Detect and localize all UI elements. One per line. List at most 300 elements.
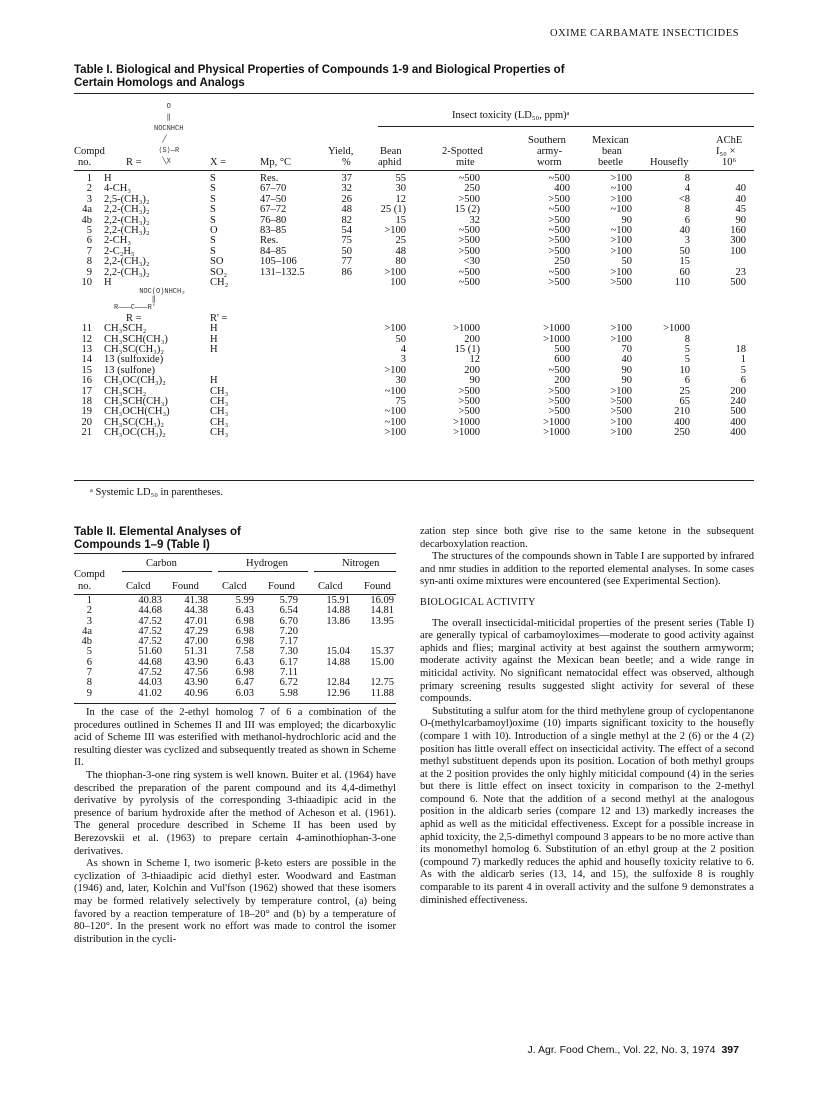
cell-mite: >500: [458, 385, 480, 397]
cell-ache: 400: [730, 427, 746, 439]
cell-R: CH₃SCH(CH₃): [104, 333, 168, 345]
cell-nf: 16.09: [370, 595, 394, 606]
right-paragraph-2: The overall insecticidal-miticidal properties of the present series (Table I) are generally typical of carbamoyloximes—moderate to good activity against aphids and flies; marginal activity at best against the southern armyworm; moderate activity against the Mexican bean beetle; and a wide range in miticidal activity. No significant nematocidal effect was observed, although primary screening results suggested slight activity for several of these compounds.: [420, 617, 754, 705]
table-row: [74, 407, 754, 417]
cell-cc: 47.52: [138, 667, 162, 679]
cell-army: >500: [548, 235, 570, 247]
cell-cf: 44.38: [184, 605, 208, 617]
cell-nc: 13.86: [326, 615, 350, 627]
cell-ache: 23: [735, 266, 746, 278]
cell-no: 12: [81, 333, 92, 345]
cell-beetle: >500: [610, 406, 632, 418]
cell-fly: 6: [684, 375, 690, 387]
col-bean2: bean: [602, 146, 622, 157]
cell-cf: 47.56: [184, 667, 208, 679]
table-row: [74, 174, 754, 184]
cell-nf: 14.81: [370, 605, 394, 617]
cell-R: 2,2-(CH₃)₂: [104, 256, 150, 268]
col-aphid: aphid: [378, 157, 402, 168]
cell-army: ~500: [548, 266, 570, 278]
cell-ache: 240: [730, 396, 746, 408]
cell-aphid: >100: [384, 224, 406, 236]
cell-army: ~500: [548, 204, 570, 216]
cell-nf: 11.88: [370, 687, 394, 699]
cell-beetle: >100: [610, 266, 632, 278]
cell-R: 2,2-(CH₃)₂: [104, 266, 150, 278]
t2-col-no: no.: [78, 581, 92, 592]
cell-fly: 8: [684, 173, 690, 184]
cell-army: 400: [554, 183, 570, 195]
cell-cc: 44.03: [138, 677, 162, 689]
cell-fly: 3: [684, 235, 690, 247]
table1-caption-line1: Table I. Biological and Physical Properties of Compounds 1-9 and Biological Properties of: [74, 64, 565, 76]
table2-header: [74, 556, 396, 596]
cell-no: 1: [86, 173, 92, 184]
table-row: [74, 278, 754, 288]
cell-yield: 54: [341, 224, 352, 236]
col-worm: worm: [537, 157, 562, 168]
table1-top-rule: [74, 93, 754, 94]
table-row: [74, 268, 754, 278]
cell-R: CH₃OCH(CH₃): [104, 406, 170, 418]
col-mite: mite: [456, 157, 475, 168]
cell-cc: 47.52: [138, 615, 162, 627]
cell-fly: 8: [684, 333, 690, 345]
cell-aphid: 3: [400, 354, 406, 366]
table-row: [74, 366, 754, 376]
cell-army: 600: [554, 354, 570, 366]
cell-beetle: >100: [610, 245, 632, 257]
cell-hf: 7.30: [279, 646, 298, 658]
cell-no: 5: [86, 224, 92, 236]
cell-mp: 67–72: [260, 204, 287, 216]
col-ache: AChE: [716, 135, 743, 146]
cell-hf: 6.72: [279, 677, 298, 689]
cell-cc: 40.83: [138, 595, 162, 606]
cell-no: 6: [86, 235, 92, 247]
cell-mite: >500: [458, 406, 480, 418]
col-bean: Bean: [380, 146, 402, 157]
table2: [74, 556, 396, 699]
col-r: R =: [126, 157, 142, 168]
cell-fly: 40: [679, 224, 690, 236]
cell-fly: 6: [684, 214, 690, 226]
cell-X: CH₃: [210, 385, 229, 397]
t2-nitrogen-rule: [314, 571, 396, 572]
table2-body: [74, 596, 396, 699]
table-row: [74, 226, 754, 236]
cell-army: >1000: [543, 427, 570, 439]
cell-X: S: [210, 214, 216, 226]
cell-aphid: 75: [395, 396, 406, 408]
t2-hydrogen-calcd: Calcd: [222, 581, 247, 592]
cell-beetle: 90: [621, 364, 632, 376]
cell-no: 15: [81, 364, 92, 376]
cell-cc: 47.52: [138, 636, 162, 648]
table-row: [74, 387, 754, 397]
cell-ache: 40: [735, 183, 746, 195]
cell-R: H: [104, 173, 112, 184]
cell-no: 9: [86, 266, 92, 278]
col-r2: R =: [126, 313, 142, 325]
cell-nc: 12.84: [326, 677, 350, 689]
cell-cf: 47.00: [184, 636, 208, 648]
col-ache-exp: 10⁶: [722, 157, 737, 168]
cell-no: 10: [81, 276, 92, 288]
cell-aphid: 100: [390, 276, 406, 288]
cell-yield: 48: [341, 204, 352, 216]
page-number: 397: [721, 1044, 739, 1056]
cell-mite: >1000: [453, 427, 480, 439]
table1-structure-chain: NOC(O)NHCH₃ ‖ R———C———R': [114, 288, 186, 313]
cell-fly: 10: [679, 364, 690, 376]
cell-X: S: [210, 173, 216, 184]
cell-army: ~500: [548, 173, 570, 184]
cell-R: H: [104, 276, 112, 288]
table1-header-rule: [74, 170, 754, 171]
cell-fly: 4: [684, 183, 690, 195]
cell-ache: 400: [730, 416, 746, 428]
table-row: [74, 184, 754, 194]
cell-hf: 6.17: [279, 656, 298, 668]
page-footer: [528, 1044, 739, 1056]
cell-aphid: 15: [395, 214, 406, 226]
cell-nc: 14.88: [326, 605, 350, 617]
cell-yield: 37: [341, 173, 352, 184]
cell-ache: 45: [735, 204, 746, 216]
cell-X: CH₃: [210, 396, 229, 408]
t2-hydrogen-rule: [218, 571, 308, 572]
table1-caption-line2: Certain Homologs and Analogs: [74, 77, 245, 89]
cell-beetle: >100: [610, 235, 632, 247]
cell-R: CH₃SCH₂: [104, 385, 147, 397]
col-housefly: Housefly: [650, 157, 689, 168]
cell-cc: 47.52: [138, 625, 162, 637]
cell-hc: 6.43: [235, 605, 254, 617]
table-row: [74, 247, 754, 257]
cell-hc: 6.98: [235, 636, 254, 648]
cell-hc: 6.47: [235, 677, 254, 689]
cell-fly: 25: [679, 385, 690, 397]
cell-cf: 47.29: [184, 625, 208, 637]
cell-army: >500: [548, 406, 570, 418]
cell-R: 2,2-(CH₃)₂: [104, 204, 150, 216]
cell-mp: 83–85: [260, 224, 287, 236]
table-row: [74, 627, 396, 637]
col-southern: Southern: [528, 135, 566, 146]
table-row: [74, 195, 754, 205]
table-row: [74, 236, 754, 246]
cell-fly: 250: [674, 427, 690, 439]
cell-mite: 12: [469, 354, 480, 366]
table-row: [74, 324, 754, 334]
cell-mite: >500: [458, 396, 480, 408]
table-row: [74, 345, 754, 355]
table-row: [74, 397, 754, 407]
cell-nf: 15.00: [370, 656, 394, 668]
cell-mite: >500: [458, 245, 480, 257]
cell-mite: <30: [463, 256, 480, 268]
cell-nc: 15.91: [326, 595, 350, 606]
cell-yield: 86: [341, 266, 352, 278]
cell-cc: 44.68: [138, 605, 162, 617]
t2-grp-nitrogen: Nitrogen: [342, 558, 380, 569]
right-paragraph-0: zation step since both give rise to the same ketone in the subsequent decarboxylation reaction.: [420, 526, 754, 550]
cell-army: >500: [548, 385, 570, 397]
cell-cf: 40.96: [184, 687, 208, 699]
cell-R: 2,5-(CH₃)₂: [104, 193, 150, 205]
t2-nitrogen-found: Found: [364, 581, 391, 592]
t2-hydrogen-found: Found: [268, 581, 295, 592]
cell-no: 4a: [82, 204, 92, 216]
cell-aphid: ~100: [384, 385, 406, 397]
cell-aphid: ~100: [384, 406, 406, 418]
cell-yield: 77: [341, 256, 352, 268]
table1-group-header: Insect toxicity (LD₅₀, ppm)ᵃ: [452, 110, 570, 121]
table2-caption-line2: Compounds 1–9 (Table I): [74, 539, 210, 551]
cell-mite: ~500: [458, 173, 480, 184]
cell-no: 9: [86, 687, 92, 699]
cell-fly: 5: [684, 354, 690, 366]
cell-fly: <8: [678, 193, 690, 205]
cell-mp: 67–70: [260, 183, 287, 195]
cell-cf: 43.90: [184, 656, 208, 668]
table-row: [74, 216, 754, 226]
cell-beetle: ~100: [610, 204, 632, 216]
cell-nc: 14.88: [326, 656, 350, 668]
cell-army: >1000: [543, 416, 570, 428]
cell-R: 13 (sulfoxide): [104, 354, 164, 366]
cell-no: 7: [86, 245, 92, 257]
cell-beetle: 50: [621, 256, 632, 268]
cell-ache: 200: [730, 385, 746, 397]
cell-no: 8: [86, 256, 92, 268]
cell-ache: 160: [730, 224, 746, 236]
cell-nc: 15.04: [326, 646, 350, 658]
cell-ache: 5: [740, 364, 746, 376]
t2-carbon-rule: [122, 571, 212, 572]
table1-structure-ring: O ‖ NOCNHCH ╱ ⟨S⟩—R ╲X: [154, 103, 184, 166]
cell-no: 19: [81, 406, 92, 418]
cell-mite: 250: [464, 183, 480, 195]
cell-aphid: >100: [384, 323, 406, 335]
t2-grp-hydrogen: Hydrogen: [246, 558, 288, 569]
cell-army: >500: [548, 214, 570, 226]
col-mexican: Mexican: [592, 135, 629, 146]
cell-hc: 6.03: [235, 687, 254, 699]
cell-army: >500: [548, 193, 570, 205]
col-r-prime: R' =: [210, 313, 228, 325]
cell-cc: 41.02: [138, 687, 162, 699]
cell-ache: 18: [735, 344, 746, 356]
cell-beetle: >500: [610, 396, 632, 408]
cell-R: CH₃SCH(CH₃): [104, 396, 168, 408]
table2-caption-line1: Table II. Elemental Analyses of: [74, 526, 241, 538]
table1-header: [74, 100, 754, 172]
cell-hf: 6.70: [279, 615, 298, 627]
cell-yield: 26: [341, 193, 352, 205]
cell-aphid: 30: [395, 375, 406, 387]
t2-nitrogen-calcd: Calcd: [318, 581, 343, 592]
cell-fly: 400: [674, 416, 690, 428]
cell-X: O: [210, 224, 218, 236]
cell-no: 4b: [81, 636, 92, 648]
col-yield: Yield,: [328, 146, 354, 157]
table-row: [74, 205, 754, 215]
t2-grp-carbon: Carbon: [146, 558, 177, 569]
cell-R: CH₃OC(CH₃)₂: [104, 375, 166, 387]
cell-no: 21: [81, 427, 92, 439]
cell-yield: 82: [341, 214, 352, 226]
cell-beetle: ~100: [610, 183, 632, 195]
cell-aphid: >100: [384, 266, 406, 278]
cell-army: 200: [554, 375, 570, 387]
cell-army: >1000: [543, 333, 570, 345]
cell-army: >500: [548, 276, 570, 288]
cell-aphid: 25 (1): [380, 204, 406, 216]
cell-R: CH₃SC(CH₃)₂: [104, 416, 164, 428]
table-row: [74, 617, 396, 627]
cell-aphid: 80: [395, 256, 406, 268]
right-paragraph-1: The structures of the compounds shown in Table I are supported by infrared and nmr studies in addition to the reported elemental analyses. In some cases syn-anti oxime mixtures were encountered (see Experimental Section).: [420, 551, 754, 588]
cell-mite: ~500: [458, 224, 480, 236]
table-row: [74, 428, 754, 438]
cell-cf: 43.90: [184, 677, 208, 689]
left-paragraph-3: As shown in Scheme I, two isomeric β-keto esters are possible in the cyclization of 3-thiaadipic acid diethyl ester. Woodward and Eastman (1946) and, later, Kolchin and Vul'fson (1962) showed that these isomers may be formed relatively selectively by temperature control, (a) being favored by a reaction temperature of 18–20° and (b) by a temperature of 80–120°. In the present work no effort was made to control the isomer distribution in the cycli-: [74, 858, 396, 945]
table-row: [74, 689, 396, 699]
cell-army: >1000: [543, 323, 570, 335]
cell-beetle: >100: [610, 173, 632, 184]
cell-no: 11: [81, 323, 92, 335]
cell-hf: 7.17: [279, 636, 298, 648]
cell-no: 1: [86, 595, 92, 606]
cell-X: S: [210, 245, 216, 257]
cell-no: 13: [81, 344, 92, 356]
cell-hc: 6.98: [235, 667, 254, 679]
cell-fly: 65: [679, 396, 690, 408]
cell-aphid: ~100: [384, 416, 406, 428]
cell-beetle: >100: [610, 385, 632, 397]
cell-no: 20: [81, 416, 92, 428]
cell-army: 500: [554, 344, 570, 356]
cell-X: CH₂: [210, 276, 229, 288]
cell-cf: 51.31: [184, 646, 208, 658]
cell-beetle: >100: [610, 193, 632, 205]
cell-fly: 210: [674, 406, 690, 418]
cell-no: 14: [81, 354, 92, 366]
table1-body-a: [74, 172, 754, 288]
cell-nf: 12.75: [370, 677, 394, 689]
cell-no: 4a: [82, 625, 92, 637]
cell-beetle: >100: [610, 427, 632, 439]
cell-no: 17: [81, 385, 92, 397]
table2-caption: [74, 526, 394, 552]
cell-beetle: >100: [610, 323, 632, 335]
right-paragraph-3: Substituting a sulfur atom for the third methylene group of cyclopentanone O-(methylcarbamoyl)oxime (10) imparts significant toxicity to the housefly (compare 1 with 10). Introduction of a single methyl at the 2 (6) or the 4 (2) position has little overall effect on insecticidal activity. The effect of a second methyl substituent depends upon its position. Location of both methyl groups at the 2 position provides the only highly miticidal compound (4) in the series but there is little effect on insect toxicity in comparison to the 2-methyl compound 6. Note that the addition of a second methyl at the analogous position in the aldicarb series (compare 12 and 13) markedly increases the aphid as well as the miticidal effectiveness. Except for a possible increase in aphid toxicity, the 2,5-dimethyl compound 3 appears to be no more active than its monomethyl homolog 6. Substitution of an ethyl group at the 2 position (compound 7) markedly reduces the aphid and housefly toxicity relative to 6. As with the aldicarb series (13, 14, and 15), the sulfoxide 8 is roughly comparable to its parent 4 in overall activity and the sulfone 9 demonstrates a diminished effectiveness.: [420, 705, 754, 906]
col-ache-i50: I₅₀ ×: [716, 146, 736, 157]
cell-army: >500: [548, 245, 570, 257]
section-heading: BIOLOGICAL ACTIVITY: [420, 596, 536, 608]
left-paragraph-2: The thiophan-3-one ring system is well known. Buiter et al. (1964) have described the preparation of the parent compound and its 4,4-dimethyl derivative by pyrolysis of the corresponding 3-thiaadipic acid in the presence of barium hydroxide after the method of Acheson et al. (1961). The general procedure described in Scheme II has been used by Berezovskii et al. (1963) to prepare certain 4-aminothiophan-3-one derivatives.: [74, 769, 396, 857]
cell-aphid: 4: [400, 344, 406, 356]
cell-X: CH₃: [210, 427, 229, 439]
table2-top-rule: [74, 553, 396, 554]
cell-mp: Res.: [260, 235, 279, 247]
cell-aphid: 30: [395, 183, 406, 195]
cell-no: 7: [86, 667, 92, 679]
cell-X: H: [210, 344, 218, 356]
table-row: [74, 376, 754, 386]
col-compd: Compd: [74, 146, 105, 157]
cell-R: CH₃SCH₂: [104, 323, 147, 335]
col-army: army-: [537, 146, 563, 157]
cell-X: CH₃: [210, 406, 229, 418]
running-title: OXIME CARBAMATE INSECTICIDES: [549, 28, 739, 39]
col-no: no.: [78, 157, 92, 168]
journal-citation: J. Agr. Food Chem., Vol. 22, No. 3, 1974: [527, 1044, 716, 1056]
table-row: [74, 257, 754, 267]
cell-nf: 13.95: [370, 615, 394, 627]
cell-ache: 100: [730, 245, 746, 257]
left-column-text: [74, 707, 396, 946]
cell-beetle: 70: [621, 344, 632, 356]
table-row: [74, 658, 396, 668]
cell-mite: >1000: [453, 416, 480, 428]
cell-aphid: >100: [384, 427, 406, 439]
cell-beetle: >500: [610, 276, 632, 288]
cell-beetle: 40: [621, 354, 632, 366]
left-paragraph-1: In the case of the 2-ethyl homolog 7 of 6 a combination of the procedures outlined in Schemes II and III was employed; the dicarboxylic acid of Scheme III was esterified with methanol-hydrochloric acid and the resulting diester was cyclized and subsequently treated as shown in Scheme II.: [74, 707, 396, 769]
cell-fly: 50: [679, 245, 690, 257]
cell-R: 13 (sulfone): [104, 364, 156, 376]
cell-ache: 90: [735, 214, 746, 226]
cell-R: CH₃OC(CH₃)₂: [104, 427, 166, 439]
cell-mite: ~500: [458, 266, 480, 278]
cell-hc: 5.99: [235, 595, 254, 606]
cell-army: ~500: [548, 224, 570, 236]
col-spotted: 2-Spotted: [442, 146, 483, 157]
cell-nf: 15.37: [370, 646, 394, 658]
cell-fly: 60: [679, 266, 690, 278]
cell-army: 250: [554, 256, 570, 268]
cell-ache: 500: [730, 276, 746, 288]
cell-no: 5: [86, 646, 92, 658]
cell-no: 6: [86, 656, 92, 668]
cell-aphid: 48: [395, 245, 406, 257]
t2-carbon-calcd: Calcd: [126, 581, 151, 592]
cell-no: 3: [86, 615, 92, 627]
cell-mite: 32: [469, 214, 480, 226]
cell-mp: 131–132.5: [260, 266, 305, 278]
table-row: [74, 418, 754, 428]
cell-mite: 200: [464, 333, 480, 345]
cell-ache: 6: [740, 375, 746, 387]
cell-hf: 6.54: [279, 605, 298, 617]
table1-bottom-rule: [74, 480, 754, 481]
col-beetle: beetle: [598, 157, 624, 168]
cell-ache: 1: [740, 354, 746, 366]
table1-structure-chain-block: [74, 288, 754, 324]
cell-mite: >500: [458, 193, 480, 205]
cell-mite: 15 (2): [454, 204, 480, 216]
table1-footnote: ᵃ Systemic LD₅₀ in parentheses.: [90, 487, 223, 498]
table1-group-rule: [378, 126, 754, 127]
table1-caption: [74, 64, 754, 90]
cell-X: SO₂: [210, 266, 228, 278]
cell-aphid: >100: [384, 364, 406, 376]
cell-hf: 7.11: [280, 667, 298, 679]
cell-R: 4-CH₃: [104, 183, 131, 195]
